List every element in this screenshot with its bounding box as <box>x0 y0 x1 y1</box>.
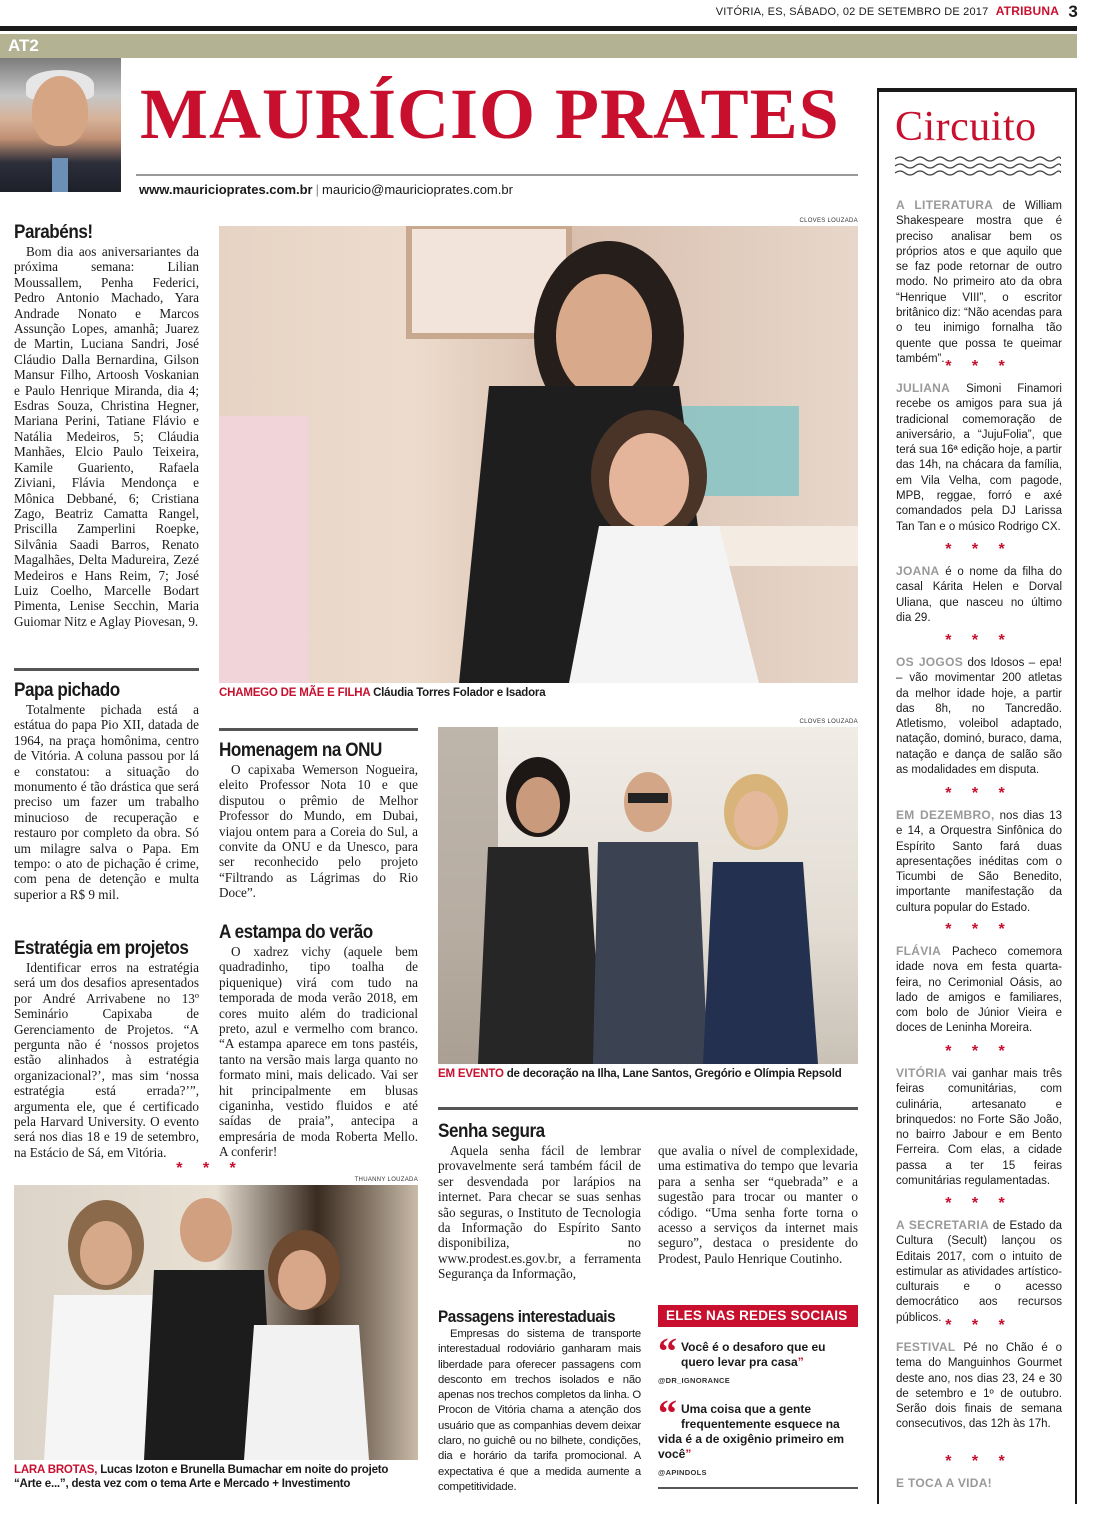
onu-title: Homenagem na ONU <box>219 740 382 761</box>
estrategia-body: Identificar erros na estratégia será um dos desafios apresentados por André Arrivabene no 13º Seminário Capixaba de Gerenciamento de Projetos. “A pergunta não é ‘nossos projetos estão alinhados à estratégia organizacional?’, mas sim ‘nossa estratégia está errada?’”, argumenta ele, que é certificado pela Harvard University. O evento será nos dias 18 e 19 de setembro, na Estácio de Sá, em Vitória. <box>14 960 199 1160</box>
photo-credit: CLOVES LOUZADA <box>799 218 858 224</box>
papa-title: Papa pichado <box>14 680 120 701</box>
column-title: MAURÍCIO PRATES <box>140 74 840 154</box>
quote-handle: @DR_IGNORANCE <box>658 1376 731 1385</box>
photo-arte <box>14 1185 418 1460</box>
top-info <box>716 2 1078 22</box>
quote-open-icon: “ <box>658 1393 677 1435</box>
parabens-body: Bom dia aos aniversariantes da próxima semana: Lilian Moussallem, Penha Federici, Pedro Antonio Machado, Yara Andrade Nonato e Marcos Assunção Lopes, amanhã; Juarez de Martin, Luciana Sandri, José Cláudio Dalla Bernardina, Gilson Mansur Filho, Artoosh Voskanian e Paulo Henrique Miranda, dia 4; Esdras Souza, Christina Hegner, Mariana Perini, Tatiane Flávio e Natália Medeiros, 5; Cláudia Manhães, Elcio Paulo Teixeira, Kamile Guariento, Rafaela Ziviani, Flávia Mendonça e Mônica Debbané, 6; Cristiana Zago, Beatriz Camatta Rangel, Priscilla Zamperlini Roepke, Silvânia Saadi Barros, Renato Magalhães, Delta Madureira, Zezé Medeiros e Hans Reim, 7; José Luiz Coelho, Marcelle Bodart Pimenta, Lenise Secchin, Maria Guiomar Nitz e Aglay Piovesan, 9. <box>14 244 199 629</box>
quote-open-icon: “ <box>658 1331 677 1373</box>
senha-body-1: Aquela senha fácil de lembrar provavelmente será também fácil de ser desvendada por larápios na internet. Para checar se suas senhas são seguras, o Instituto de Tecnologia da Informação do Espírito Santo disponibiliza, no www.prodest.es.gov.br, a ferramenta Segurança da Informação, <box>438 1143 641 1282</box>
divider <box>658 1487 858 1489</box>
papa-body: Totalmente pichada está a estátua do papa Pio XII, datada de 1964, na praça homônima, centro de Vitória. A coluna passou por lá e constatou: a situação do monumento é tão drástica que será preciso um fazer um trabalho minucioso de recuperação e restauro por completo da obra. Só um milagre salva o Papa. Em tempo: o ato de pichação é crime, com pena de detenção e multa superior a R$ 9 mil. <box>14 702 199 902</box>
onu-body: O capixaba Wemerson Nogueira, eleito Professor Nota 10 e que disputou o prêmio de Melhor Professor do Mundo, em Dubai, viajou ontem para a Coreia do Sul, a convite da ONU e da Unesco, para ser reconhecido pelo projeto “Filtrando as Lágrimas do Rio Doce”. <box>219 762 418 901</box>
wave-decoration <box>895 154 1061 184</box>
photo-caption: CHAMEGO DE MÃE E FILHA Cláudia Torres Folador e Isadora <box>219 687 546 699</box>
circuito-item: JOANA é o nome da filha do casal Kárita Helen e Dorval Uliana, que nasceu no último dia 29. <box>896 564 1062 624</box>
circuito-item: FESTIVAL Pé no Chão é o tema do Manguinhos Gourmet deste ano, nos dias 23, 24 e 30 de setembro e 1º de outubro. Serão dois finais de semana consecutivos, das 12h às 17h. <box>896 1340 1062 1431</box>
quote-close-icon: ” <box>685 1447 692 1461</box>
stars-separator: * * * <box>945 358 1013 375</box>
divider <box>14 668 199 671</box>
stars-separator: * * * <box>945 1043 1013 1060</box>
author-photo <box>0 58 121 192</box>
photo-event <box>438 727 858 1064</box>
quote-2: “ Uma coisa que a gente frequentemente esquece na vida é a de oxigênio primeiro em você” @APINDOLS <box>658 1402 858 1480</box>
page-number: 3 <box>1068 2 1078 21</box>
circuito-title: Circuito <box>895 104 1037 150</box>
stars-separator: * * * <box>945 1453 1013 1470</box>
senha-title: Senha segura <box>438 1121 545 1142</box>
parabens-title: Parabéns! <box>14 222 93 243</box>
section-bar <box>0 34 1077 58</box>
stars-separator: * * * <box>945 785 1013 802</box>
contact-line: www.mauricioprates.com.br | mauricio@mauricioprates.com.br <box>139 182 513 197</box>
photo-credit: CLOVES LOUZADA <box>799 719 858 725</box>
passagens-body: Empresas do sistema de transporte interestadual rodoviário ganharam mais liberdade para oferecer passagens com desconto em trechos isolados e não apenas nos trechos completos da linha. O Procon de Vitória chama a atenção dos usuário que as companhias devem deixar claro, no guichê ou no bilhete, condições, dia e horário da tarifa promocional. A expectativa é que a medida aumente a competitividade. <box>438 1328 642 1493</box>
quote-handle: @APINDOLS <box>658 1468 707 1477</box>
circuito-item: A SECRETARIA de Estado da Cultura (Secult) lançou os Editais 2017, com o intuito de estimular as atividades artístico-culturais e o acesso democrático aos recursos públicos. <box>896 1218 1062 1324</box>
stars-separator: * * * <box>945 1195 1013 1212</box>
senha-body-2: que avalia o nível de complexidade, uma estimativa do tempo que levaria para a senha ser “quebrada” e a sugestão para trocar ou manter o código. “Uma senha forte torna o acesso a serviços da internet mais seguro”, destaca o presidente do Prodest, Paulo Henrique Coutinho. <box>658 1143 858 1266</box>
photo-caption: EM EVENTO de decoração na Ilha, Lane Santos, Gregório e Olímpia Repsold <box>438 1068 842 1080</box>
stars-separator: * * * <box>945 921 1013 938</box>
quote-close-icon: ” <box>797 1355 804 1369</box>
circuito-item: JULIANA Simoni Finamori recebe os amigos para sua já tradicional comemoração de aniversário, a “JujuFolia”, que terá sua 16ª edição hoje, a partir das 14h, na chácara da família, em Vila Velha, com pagode, MPB, reggae, forró e axé comandados pela DJ Larissa Tan Tan e o músico Rodrigo CX. <box>896 381 1062 533</box>
estrategia-title: Estratégia em projetos <box>14 938 189 959</box>
circuito-item: FLÁVIA Pacheco comemora idade nova em festa quarta-feira, no Cerimonial Oásis, ao lado de amigos e familiares, com bolo de Júnior Vieira e doces de Leninha Moreira. <box>896 944 1062 1035</box>
stars-separator: * * * <box>945 1317 1013 1334</box>
top-divider <box>0 26 1077 31</box>
divider <box>438 1107 858 1110</box>
dateline: VITÓRIA, ES, SÁBADO, 02 DE SETEMBRO DE 2017 <box>715 6 989 18</box>
circuito-item: OS JOGOS dos Idosos – epa! – vão movimentar 200 atletas da melhor idade hoje, a partir das 8h, no Tancredão. Atletismo, voleibol adaptado, natação, dominó, buraco, dama, natação e dança de salão são as modalidades em disputa. <box>896 655 1062 777</box>
circuito-item: EM DEZEMBRO, nos dias 13 e 14, a Orquestra Sinfônica do Espírito Santo fará duas apresentações inéditas com o Ticumbi de São Benedito, importante manifestação da cultura popular do Estado. <box>896 808 1063 914</box>
estampa-title: A estampa do verão <box>219 922 373 943</box>
site-link[interactable]: www.mauricioprates.com.br <box>139 182 313 197</box>
stars-separator: * * * <box>945 541 1013 558</box>
quote-1: “ Você é o desaforo que eu quero levar pra casa” @DR_IGNORANCE <box>658 1340 858 1388</box>
circuito-item: VITÓRIA vai ganhar mais três feiras comunitárias, com culinária, artesanato e brinquedos: no Forte São João, no bairro Jabour e em Bento Ferreira. Com elas, a cidade passa a ter 15 feiras comunitárias regulamentadas. <box>896 1066 1062 1188</box>
email-link[interactable]: mauricio@mauricioprates.com.br <box>322 182 513 197</box>
stars-separator: * * * <box>945 632 1013 649</box>
estampa-body: O xadrez vichy (aquele bem quadradinho, tipo toalha de piquenique) virá com tudo na temporada de moda verão 2018, em cores muito além do tradicional preto, azul e vermelho com branco. “A estampa aparece em tons pastéis, tanto na versão mais larga quanto no formato mini, mais delicado. Vai ser hit principalmente em blusas ciganinha, vestido fluidos e até saídas de praia”, antecipa a empresária de moda Roberta Mello. A conferir! <box>219 944 418 1160</box>
photo-caption: LARA BROTAS, Lucas Izoton e Brunella Bumachar em noite do projeto “Arte e...”, desta vez com o tema Arte e Mercado + Investimento <box>14 1464 389 1490</box>
stars-separator: * * * <box>176 1160 244 1177</box>
redes-header: ELES NAS REDES SOCIAIS <box>658 1305 858 1327</box>
section-label: AT2 <box>8 36 39 55</box>
brand-logo: ATRIBUNA <box>995 4 1060 18</box>
circuito-item: E TOCA A VIDA! <box>896 1476 992 1490</box>
passagens-title: Passagens interestaduais <box>438 1307 616 1326</box>
divider <box>219 728 418 731</box>
photo-credit: THUANNY LOUZADA <box>354 1177 418 1183</box>
circuito-item: A LITERATURA de William Shakespeare mostra que é preciso analisar bem os próprios atos e que aquilo que se faz pode retornar de outro modo. No primeiro ato da obra “Henrique VIII”, o escritor britânico diz: “Não acendas para o teu inimigo fornalha tão quente que possa te queimar também”. <box>896 198 1062 365</box>
photo-mother-daughter <box>219 226 858 683</box>
masthead-divider <box>136 174 858 176</box>
